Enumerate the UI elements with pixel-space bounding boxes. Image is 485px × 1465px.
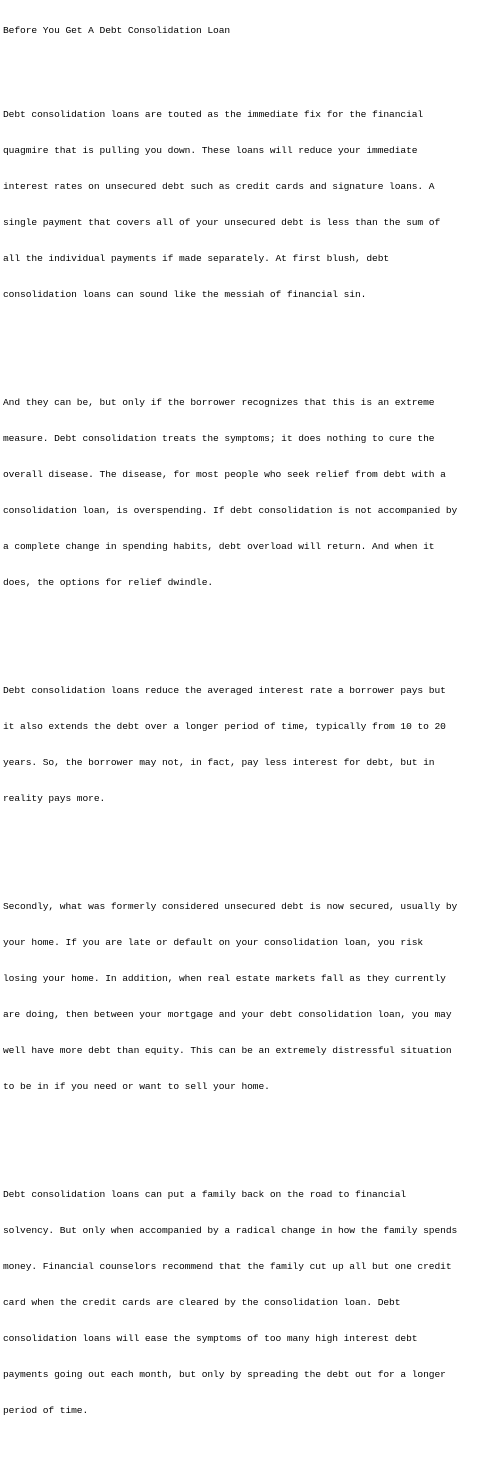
text-line: Debt consolidation loans can put a family back on the road to financial [3,1189,407,1200]
text-line: Debt consolidation loans are touted as the immediate fix for the financial [3,109,424,120]
text-line: to be in if you need or want to sell your home. [3,1081,270,1092]
text-line: reality pays more. [3,793,106,804]
text-line: period of time. [3,1405,89,1416]
text-line: consolidation loans can sound like the messiah of financial sin. [3,289,367,300]
text-line: single payment that covers all of your unsecured debt is less than the sum of [3,217,441,228]
text-line: does, the options for relief dwindle. [3,577,214,588]
text-line: well have more debt than equity. This can be an extremely distressful situation [3,1045,452,1056]
text-line: your home. If you are late or default on your consolidation loan, you risk [3,937,424,948]
text-line: consolidation loan, is overspending. If debt consolidation is not accompanied by [3,505,458,516]
paragraph-4 [3,877,483,1117]
text-line: interest rates on unsecured debt such as credit cards and signature loans. A [3,181,435,192]
text-line: a complete change in spending habits, debt overload will return. And when it [3,541,435,552]
text-line: solvency. But only when accompanied by a radical change in how the family spends [3,1225,458,1236]
text-line: money. Financial counselors recommend that the family cut up all but one credit [3,1261,452,1272]
text-line: Secondly, what was formerly considered unsecured debt is now secured, usually by [3,901,458,912]
text-line: quagmire that is pulling you down. These loans will reduce your immediate [3,145,418,156]
text-line: years. So, the borrower may not, in fact, pay less interest for debt, but in [3,757,435,768]
text-line: card when the credit cards are cleared by the consolidation loan. Debt [3,1297,401,1308]
paragraph-1 [3,85,483,325]
text-line: are doing, then between your mortgage and your debt consolidation loan, you may [3,1009,452,1020]
document-title: Before You Get A Debt Consolidation Loan [3,25,231,36]
text-line: payments going out each month, but only by spreading the debt out for a longer [3,1369,446,1380]
text-line: Debt consolidation loans reduce the averaged interest rate a borrower pays but [3,685,446,696]
text-line: consolidation loans will ease the symptoms of too many high interest debt [3,1333,418,1344]
document [3,1,483,1465]
text-line: And they can be, but only if the borrower recognizes that this is an extreme [3,397,435,408]
text-line: all the individual payments if made separately. At first blush, debt [3,253,390,264]
text-line: overall disease. The disease, for most people who seek relief from debt with a [3,469,446,480]
paragraph-5 [3,1165,483,1441]
paragraph-2 [3,373,483,613]
text-line: losing your home. In addition, when real estate markets fall as they currently [3,973,446,984]
text-line: it also extends the debt over a longer period of time, typically from 10 to 20 [3,721,446,732]
text-line: measure. Debt consolidation treats the symptoms; it does nothing to cure the [3,433,435,444]
paragraph-3 [3,661,483,829]
